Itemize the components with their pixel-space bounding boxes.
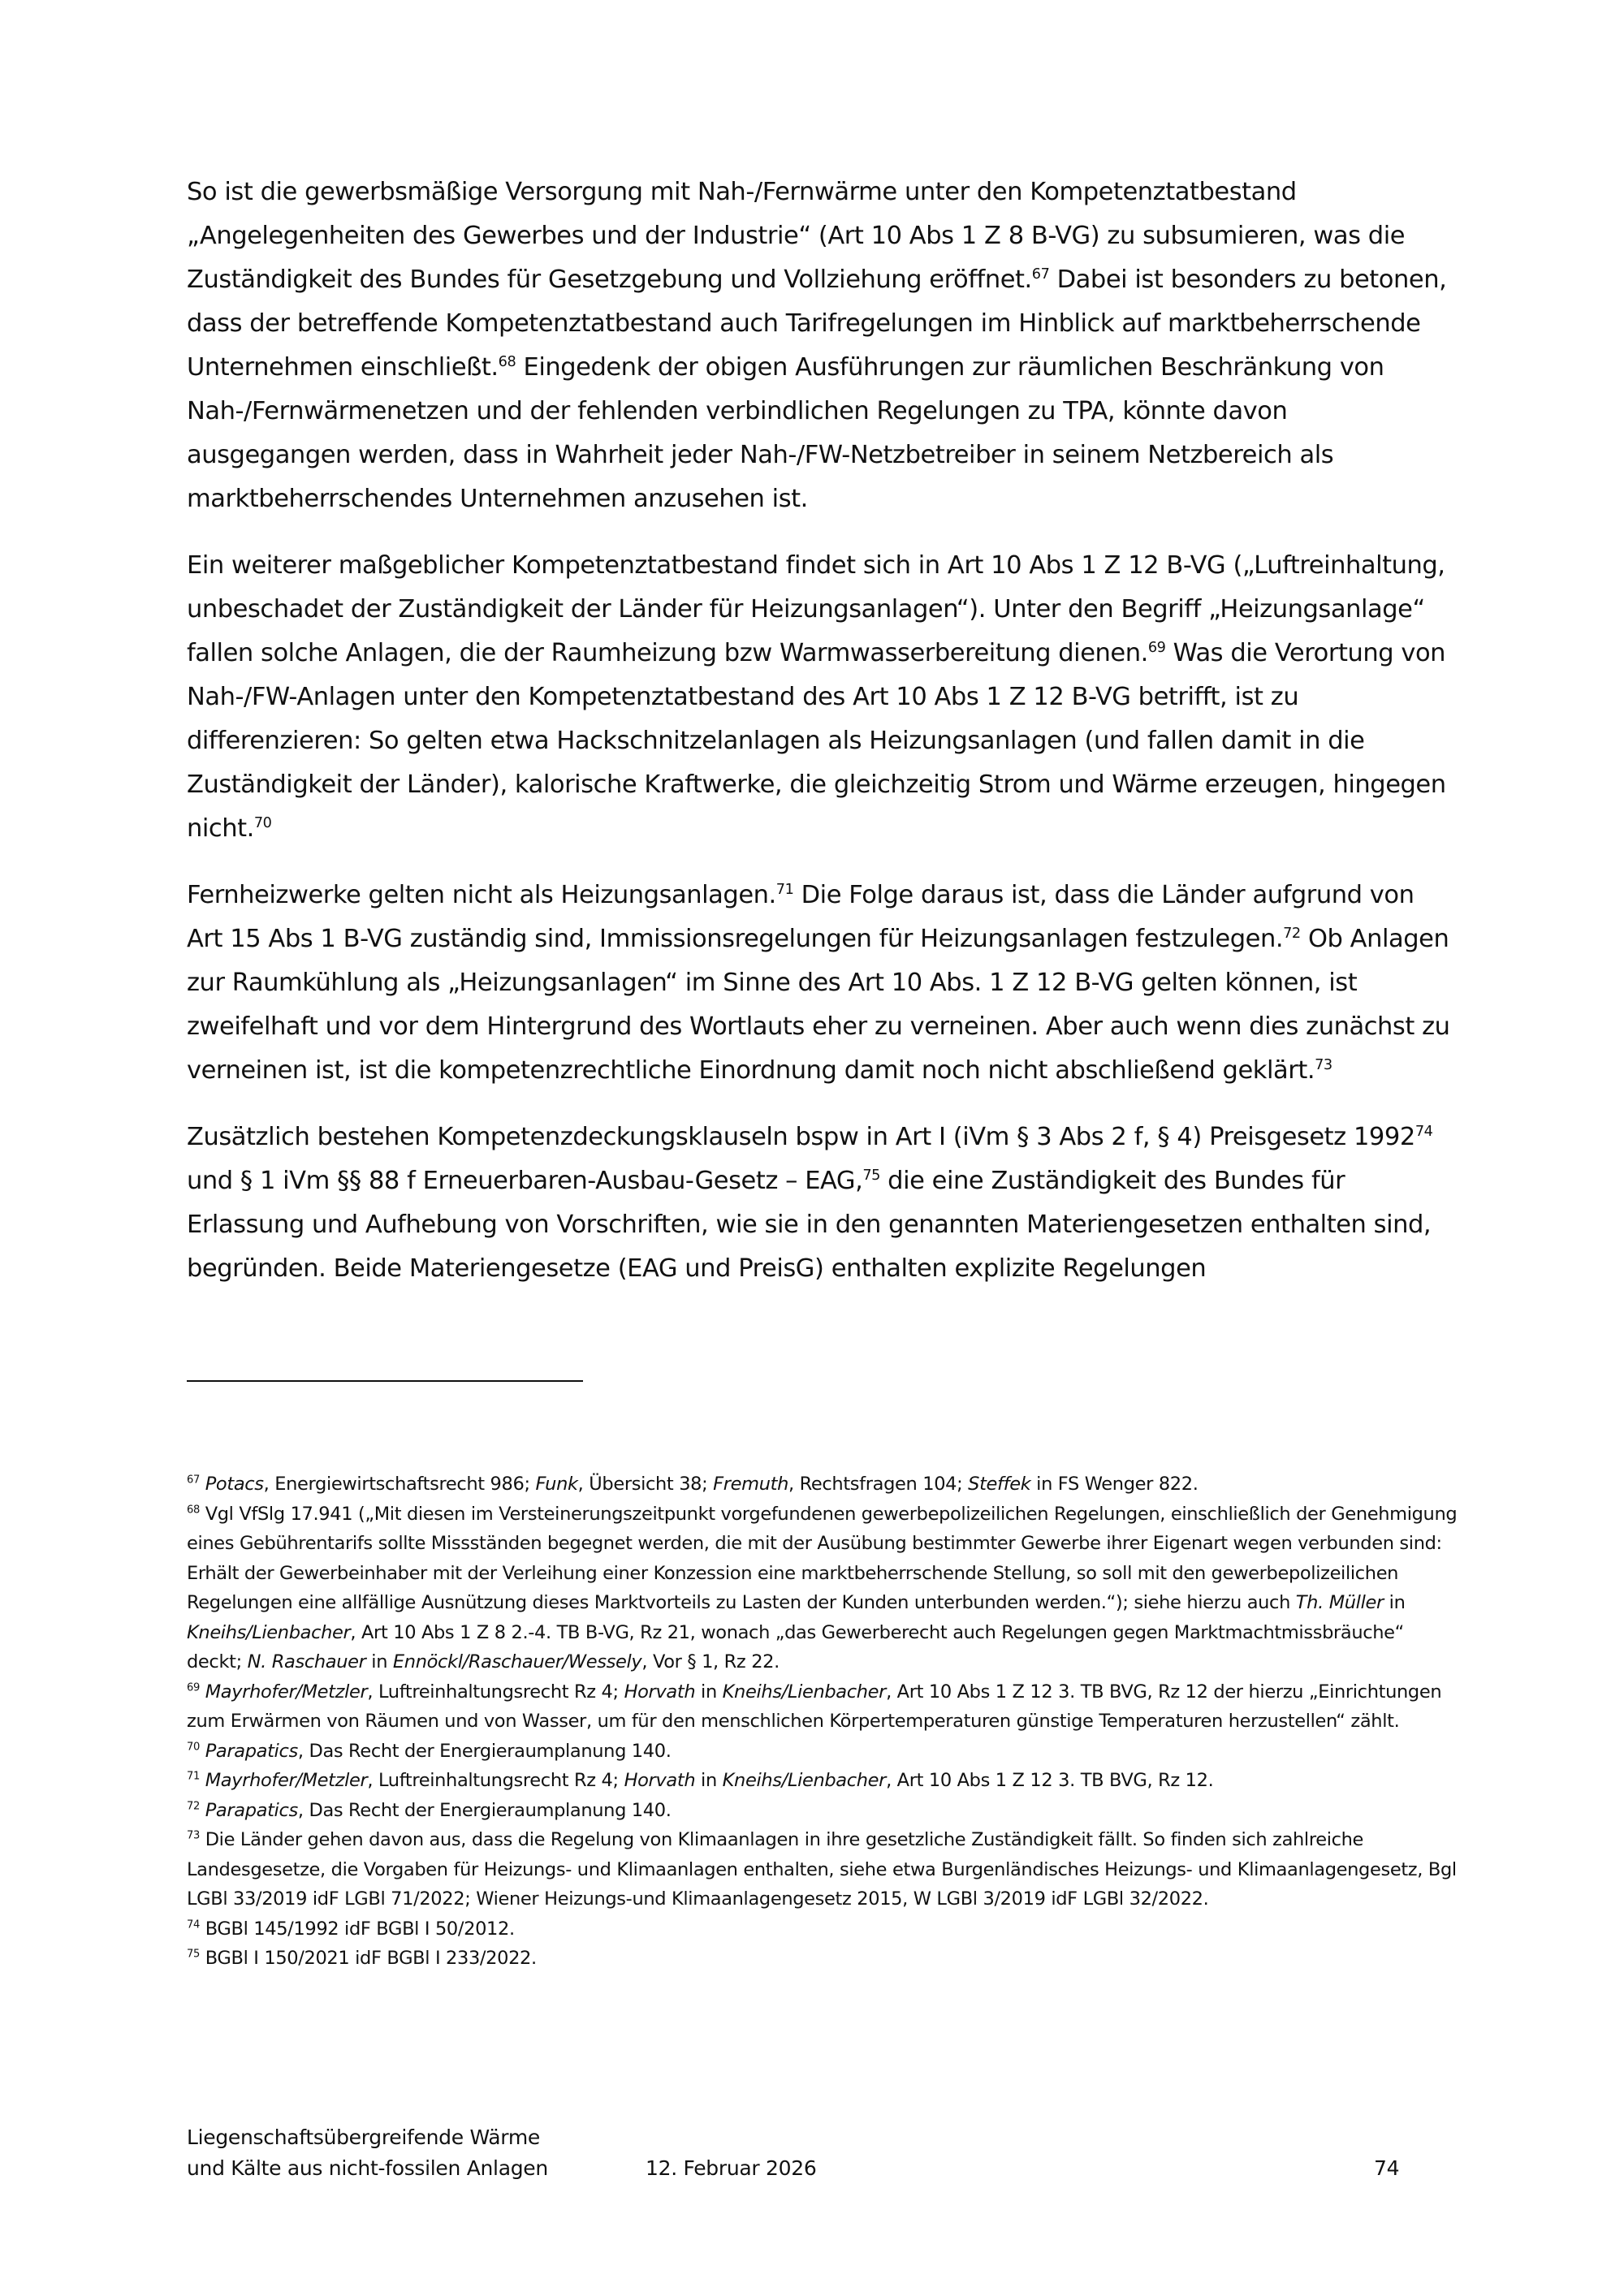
footnote-reference: 74 xyxy=(1415,1123,1433,1140)
footnote-text: Potacs, Energiewirtschaftsrecht 986; Funk, Übersicht 38; Fremuth, Rechtsfragen 104; Steffek in FS Wenger 822. xyxy=(205,1474,1199,1495)
footnote-number: 74 xyxy=(187,1918,200,1931)
footnote-number: 75 xyxy=(187,1948,200,1961)
footnote-number: 67 xyxy=(187,1474,200,1487)
page-footer xyxy=(187,2122,1453,2195)
footnote-reference: 73 xyxy=(1315,1056,1332,1073)
footnote xyxy=(187,1766,1462,1796)
page-number: 74 xyxy=(1374,2156,1400,2180)
footnote-number: 72 xyxy=(187,1800,200,1812)
italic-author-name: Kneihs/Lienbacher xyxy=(187,1621,351,1643)
italic-author-name: Potacs xyxy=(205,1474,264,1495)
footnote-separator xyxy=(187,1380,583,1382)
footnote-reference: 70 xyxy=(253,814,272,831)
italic-author-name: Mayrhofer/Metzler xyxy=(205,1770,368,1791)
italic-author-name: Horvath xyxy=(624,1681,696,1703)
footnote xyxy=(187,1470,1462,1500)
footnote xyxy=(187,1796,1462,1826)
footnote-reference: 67 xyxy=(1031,265,1050,283)
footnote-text: Parapatics, Das Recht der Energieraumplanung 140. xyxy=(205,1740,672,1762)
footnote xyxy=(187,1825,1462,1914)
footer-date: 12. Februar 2026 xyxy=(646,2156,817,2180)
footnote-reference: 71 xyxy=(775,881,794,898)
italic-author-name: Horvath xyxy=(624,1770,696,1791)
footnote-number: 71 xyxy=(187,1770,200,1783)
footnote xyxy=(187,1914,1462,1944)
italic-author-name: Steffek xyxy=(968,1474,1031,1495)
body-text xyxy=(187,170,1453,1291)
paragraph: Zusätzlich bestehen Kompetenzdeckungsklauseln bspw in Art I (iVm § 3 Abs 2 f, § 4) Preisgesetz 1992$^{74}$ und § 1 iVm §§ 88 f Erneuerbaren-Ausbau-Gesetz – EAG,$^{75}$ die eine Zuständigkeit des Bundes für Erlassung und Aufhebung von Vorschriften, wie sie in den genannten Materiengesetzen enthalten sind, begründen. Beide Materiengesetze (EAG und PreisG) enthalten explizite Regelungen xyxy=(187,1123,1433,1283)
italic-author-name: Parapatics xyxy=(205,1799,298,1821)
footnote-text: BGBl I 150/2021 idF BGBl I 233/2022. xyxy=(199,1948,537,1969)
italic-author-name: Funk xyxy=(535,1474,578,1495)
footnote xyxy=(187,1500,1462,1677)
italic-author-name: Mayrhofer/Metzler xyxy=(205,1681,368,1703)
footnote-text: Mayrhofer/Metzler, Luftreinhaltungsrecht Rz 4; Horvath in Kneihs/Lienbacher, Art 10 Abs 1 Z 12 3. TB BVG, Rz 12. xyxy=(205,1770,1214,1791)
footnote-number: 70 xyxy=(187,1741,200,1753)
italic-author-name: Fremuth xyxy=(713,1474,789,1495)
footnote-text: Vgl VfSlg 17.941 („Mit diesen im Versteinerungszeitpunkt vorgefundenen gewerbepolizeilichen Regelungen, einschließlich der Genehmigung eines Gebührentarifs sollte Missständen begegnet werden, die mit der Ausübung bestimmter Gewerbe ihrer Eigenart wegen verbunden sind: Erhält der Gewerbeinhaber mit der Verleihung einer Konzession eine marktbeherrschende Stellung, so soll mit den gewerbepolizeilichen Regelungen eine allfällige Ausnützung dieses Marktvorteils zu Lasten der Kunden unterbunden werden.“); siehe hierzu auch Th. Müller in Kneihs/Lienbacher, Art 10 Abs 1 Z 8 2.-4. TB B-VG, Rz 21, wonach „das Gewerberecht auch Regelungen gegen Marktmachtmissbräuche“ deckt; N. Raschauer in Ennöckl/Raschauer/Wessely, Vor § 1, Rz 22. xyxy=(187,1503,1458,1672)
italic-author-name: Kneihs/Lienbacher xyxy=(722,1681,887,1703)
footnote-reference: 72 xyxy=(1283,925,1301,942)
footnote-reference: 69 xyxy=(1147,639,1166,656)
italic-author-name: Th. Müller xyxy=(1295,1592,1384,1613)
footnote xyxy=(187,1944,1462,1974)
paragraph: Fernheizwerke gelten nicht als Heizungsanlagen.$^{71}$ Die Folge daraus ist, dass die Länder aufgrund von Art 15 Abs 1 B-VG zuständig sind, Immissionsregelungen für Heizungsanlagen festzulegen.$^{72}$ Ob Anlagen zur Raumkühlung als „Heizungsanlagen“ im Sinne des Art 10 Abs. 1 Z 12 B-VG gelten können, ist zweifelhaft und vor dem Hintergrund des Wortlauts eher zu verneinen. Aber auch wenn dies zunächst zu verneinen ist, ist die kompetenzrechtliche Einordnung damit noch nicht abschließend geklärt.$^{73}$ xyxy=(187,881,1450,1085)
italic-author-name: Ennöckl/Raschauer/Wessely xyxy=(392,1651,642,1672)
footer-title-line: Liegenschaftsübergreifende Wärme xyxy=(187,2126,540,2149)
footnote-number: 68 xyxy=(187,1504,200,1516)
footer-document-title xyxy=(187,2122,641,2184)
footnote-number: 69 xyxy=(187,1681,200,1694)
italic-author-name: N. Raschauer xyxy=(247,1651,366,1672)
footnotes xyxy=(187,1470,1462,1974)
footnote-reference: 68 xyxy=(498,353,516,370)
footnote-text: Die Länder gehen davon aus, dass die Regelung von Klimaanlagen in ihre gesetzliche Zuständigkeit fällt. So finden sich zahlreiche Landesgesetze, die Vorgaben für Heizungs- und Klimaanlagen enthalten, siehe etwa Burgenländisches Heizungs- und Klimaanlagengesetz, Bgl LGBl 33/2019 idF LGBl 71/2022; Wiener Heizungs-und Klimaanlagengesetz 2015, W LGBl 3/2019 idF LGBl 32/2022. xyxy=(187,1829,1457,1910)
footnote-reference: 75 xyxy=(862,1167,880,1184)
italic-author-name: Kneihs/Lienbacher xyxy=(722,1770,887,1791)
footnote-text: BGBl 145/1992 idF BGBl I 50/2012. xyxy=(199,1918,515,1940)
footnote xyxy=(187,1737,1462,1767)
footnote-text: Parapatics, Das Recht der Energieraumplanung 140. xyxy=(205,1799,672,1821)
paragraph: Ein weiterer maßgeblicher Kompetenztatbestand findet sich in Art 10 Abs 1 Z 12 B-VG („Luftreinhaltung, unbeschadet der Zuständigkeit der Länder für Heizungsanlagen“). Unter den Begriff „Heizungsanlage“ fallen solche Anlagen, die der Raumheizung bzw Warmwasserbereitung dienen.$^{69}$ Was die Verortung von Nah-/FW-Anlagen unter den Kompetenztatbestand des Art 10 Abs 1 Z 12 B-VG betrifft, ist zu differenzieren: So gelten etwa Hackschnitzelanlagen als Heizungsanlagen (und fallen damit in die Zuständigkeit der Länder), kalorische Kraftwerke, die gleichzeitig Strom und Wärme erzeugen, hingegen nicht.$^{70}$ xyxy=(187,551,1446,843)
footer-title-line: und Kälte aus nicht-fossilen Anlagen xyxy=(187,2156,548,2180)
footnote-number: 73 xyxy=(187,1829,200,1842)
italic-author-name: Parapatics xyxy=(205,1740,298,1762)
paragraph: So ist die gewerbsmäßige Versorgung mit Nah-/Fernwärme unter den Kompetenztatbestand „Angelegenheiten des Gewerbes und der Industrie“ (Art 10 Abs 1 Z 8 B-VG) zu subsumieren, was die Zuständigkeit des Bundes für Gesetzgebung und Vollziehung eröffnet.$^{67}$ Dabei ist besonders zu betonen, dass der betreffende Kompetenztatbestand auch Tarifregelungen im Hinblick auf marktbeherrschende Unternehmen einschließt.$^{68}$ Eingedenk der obigen Ausführungen zur räumlichen Beschränkung von Nah-/Fernwärmenetzen und der fehlenden verbindlichen Regelungen zu TPA, könnte davon ausgegangen werden, dass in Wahrheit jeder Nah-/FW-Netzbetreiber in seinem Netzbereich als marktbeherrschendes Unternehmen anzusehen ist. xyxy=(187,178,1447,513)
footnote-text: Mayrhofer/Metzler, Luftreinhaltungsrecht Rz 4; Horvath in Kneihs/Lienbacher, Art 10 Abs 1 Z 12 3. TB BVG, Rz 12 der hierzu „Einrichtungen zum Erwärmen von Räumen und von Wasser, um für den menschlichen Körpertemperaturen günstige Temperaturen herzustellen“ zählt. xyxy=(187,1681,1442,1732)
footnote xyxy=(187,1677,1462,1737)
